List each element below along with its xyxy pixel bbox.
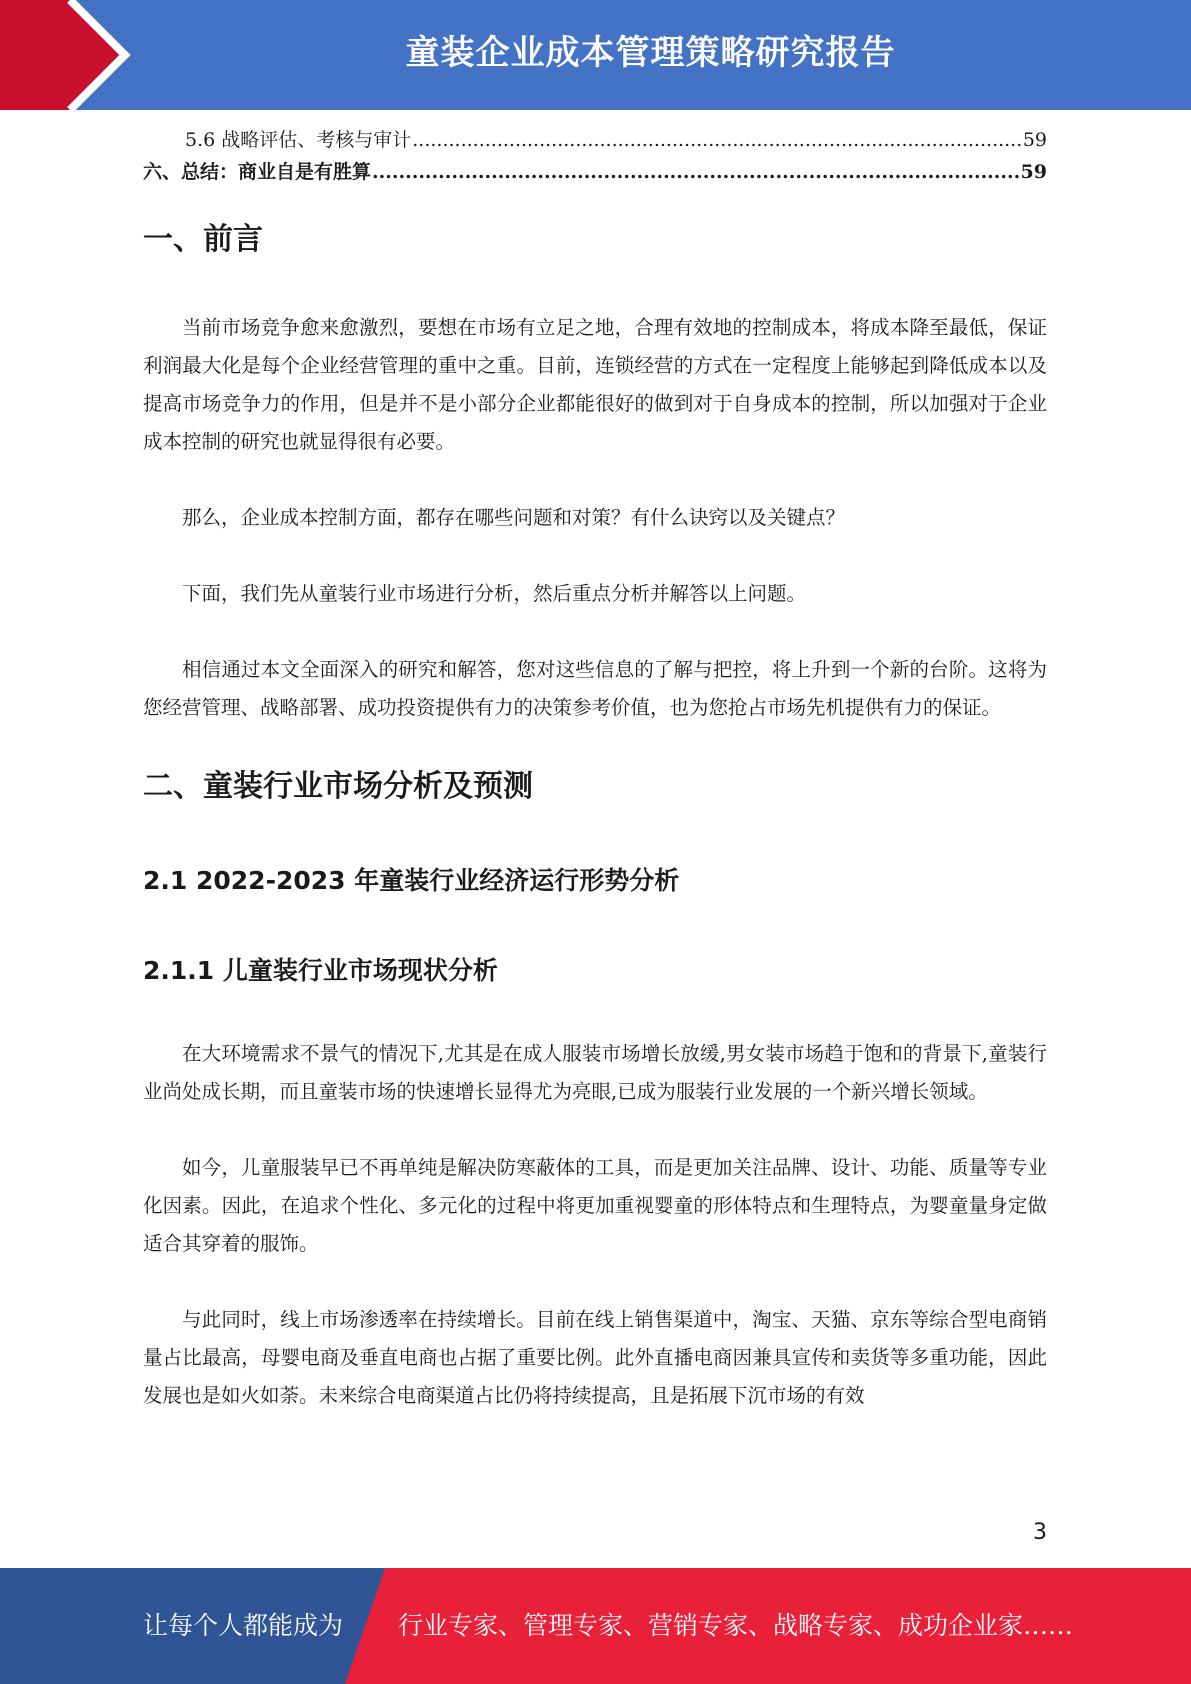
paragraph: 如今，儿童服装早已不再单纯是解决防寒蔽体的工具，而是更加关注品牌、设计、功能、质量等专业化因素。因此，在追求个性化、多元化的过程中将更加重视婴童的形体特点和生理特点，为婴童量身定做适合其穿着的服饰。 [143, 1156, 1047, 1255]
section-heading-preface: 一、前言 [143, 222, 263, 257]
footer-banner [0, 1568, 1191, 1684]
toc-leader-dots [372, 156, 1020, 188]
footer-slogan-left: 让每个人都能成为 [143, 1611, 344, 1640]
header-banner [0, 0, 1191, 110]
paragraph: 与此同时，线上市场渗透率在持续增长。目前在线上销售渠道中，淘宝、天猫、京东等综合型电商销量占比最高，母婴电商及垂直电商也占据了重要比例。此外直播电商因兼具宣传和卖货等多重功能，因此发展也是如火如荼。未来综合电商渠道占比仍将持续提高，且是拓展下沉市场的有效 [143, 1308, 1047, 1407]
subsection-heading: 2.1.1 儿童装行业市场现状分析 [143, 956, 498, 985]
toc-entry[interactable] [143, 124, 1047, 156]
section-heading-market: 二、童装行业市场分析及预测 [143, 769, 533, 804]
toc-entry-page: 59 [1020, 161, 1047, 183]
subsection-heading: 2.1 2022-2023 年童装行业经济运行形势分析 [143, 866, 680, 895]
paragraph: 下面，我们先从童装行业市场进行分析，然后重点分析并解答以上问题。 [182, 582, 807, 605]
page-number: 3 [1033, 1520, 1047, 1545]
paragraph: 相信通过本文全面深入的研究和解答，您对这些信息的了解与把控，将上升到一个新的台阶。这将为您经营管理、战略部署、成功投资提供有力的决策参考价值，也为您抢占市场先机提供有力的保证。 [143, 658, 1047, 719]
page-content [143, 124, 1047, 1415]
paragraph: 当前市场竞争愈来愈激烈，要想在市场有立足之地，合理有效地的控制成本，将成本降至最低，保证利润最大化是每个企业经营管理的重中之重。目前，连锁经营的方式在一定程度上能够起到降低成本以及提高市场竞争力的作用，但是并不是小部分企业都能很好的做到对于自身成本的控制，所以加强对于企业成本控制的研究也就显得很有必要。 [143, 316, 1047, 453]
report-title: 童装企业成本管理策略研究报告 [405, 33, 896, 73]
toc-leader-dots [412, 124, 1022, 156]
footer-slogan-right: 行业专家、管理专家、营销专家、战略专家、成功企业家…… [398, 1611, 1074, 1640]
toc-entry-label: 5.6 战略评估、考核与审计 [185, 129, 412, 151]
toc-entry-label: 六、总结：商业自是有胜算 [143, 161, 372, 183]
toc-entry[interactable] [143, 156, 1047, 188]
paragraph: 在大环境需求不景气的情况下,尤其是在成人服装市场增长放缓,男女装市场趋于饱和的背景下,童装行业尚处成长期，而且童装市场的快速增长显得尤为亮眼,已成为服装行业发展的一个新兴增长领域。 [143, 1042, 1047, 1103]
paragraph: 那么，企业成本控制方面，都存在哪些问题和对策？有什么诀窍以及关键点？ [182, 506, 846, 529]
toc-entry-page: 59 [1022, 129, 1047, 151]
